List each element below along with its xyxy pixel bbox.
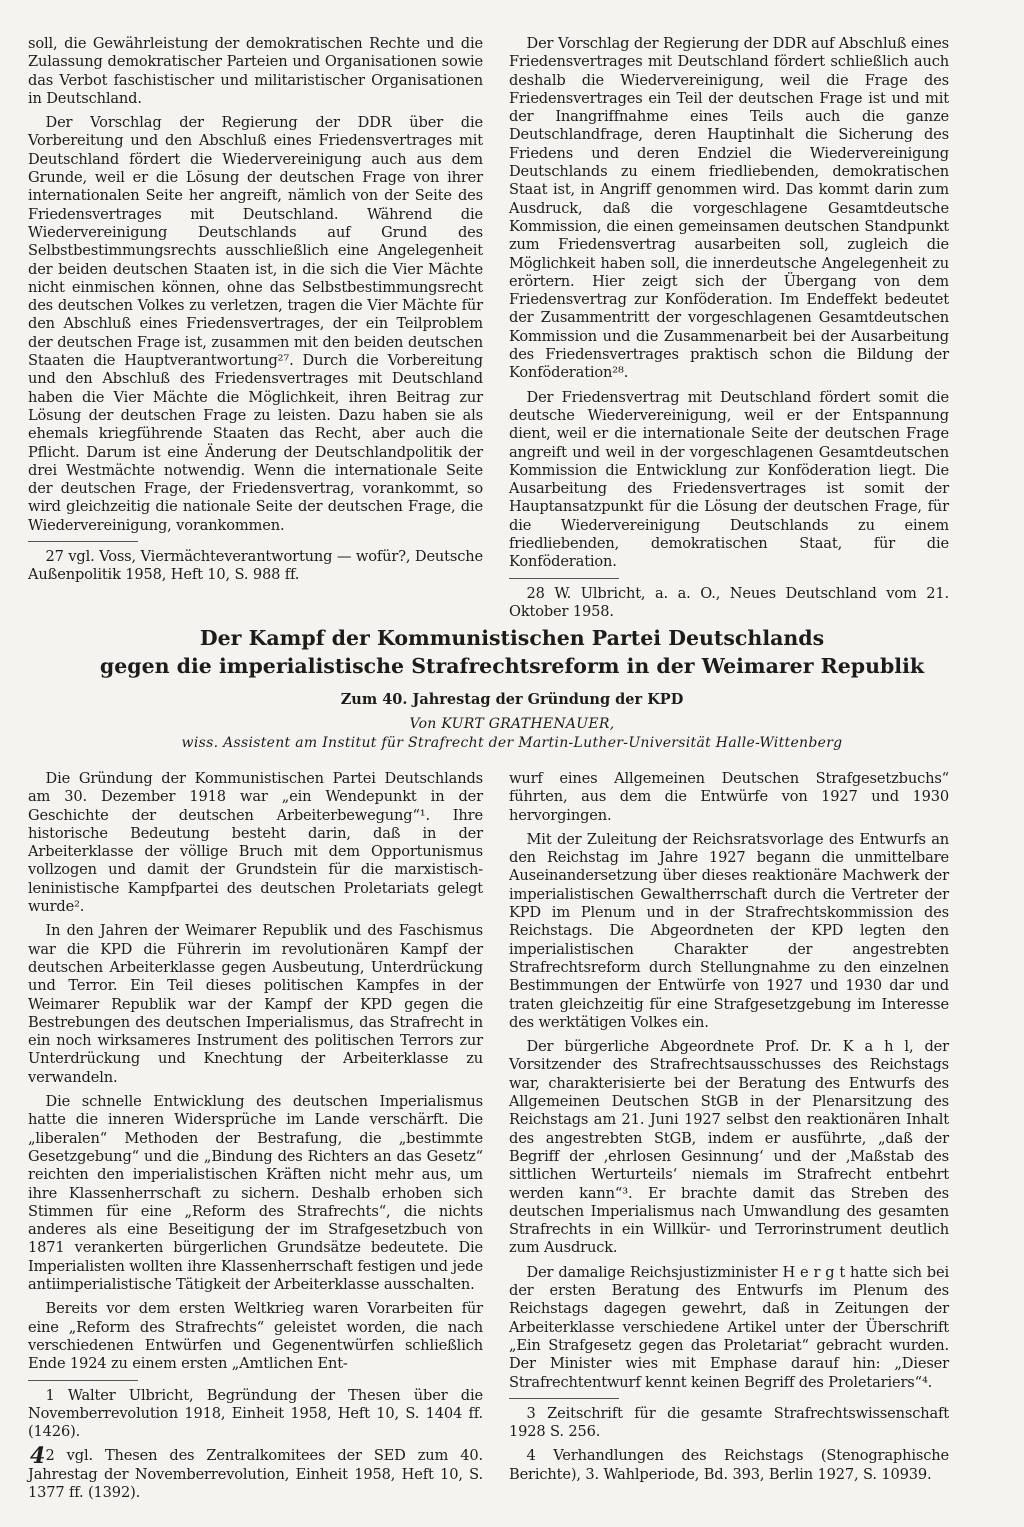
footnote: 27 vgl. Voss, Viermächteverantwortung — wofür?, Deutsche Außenpolitik 1958, Heft 10, S. 988 ff. — [28, 548, 483, 584]
top-left-column — [28, 35, 483, 591]
article-title-line-1: Der Kampf der Kommunistischen Partei Deutschlands — [199, 626, 825, 650]
paragraph: Der Friedensvertrag mit Deutschland fördert somit die deutsche Wiedervereinigung, weil er der Entspannung dient, weil er die internationale Seite der deutschen Frage angreift und weil in der vorgeschlagenen Gesamtdeutschen Kommission die Entwicklung zur Konföderation liegt. Die Ausarbeitung des Friedensvertrages ist somit der Hauptansatzpunkt für die Lösung der deutschen Frage, für die Wiedervereinigung Deutschlands zu einem friedliebenden, demokratischen Staat, für die Konföderation. — [509, 388, 949, 571]
paragraph: wurf eines Allgemeinen Deutschen Strafgesetzbuchs“ führten, aus dem die Entwürfe von 1927 und 1930 hervorgingen. — [509, 770, 949, 824]
paragraph: Mit der Zuleitung der Reichsratsvorlage des Entwurfs an den Reichstag im Jahre 1927 begann die unmittelbare Auseinandersetzung über dieses reaktionäre Machwerk der imperialistischen Gewaltherrschaft durch die Vertreter der KPD im Plenum und in der Strafrechtskommission des Reichstags. Die Abgeordneten der KPD legten den imperialistischen Charakter der angestrebten Strafrechtsreform durch Stellungnahme zu den einzelnen Bestimmungen der Entwürfe von 1927 und 1930 dar und traten gleichzeitig für eine Strafgesetzgebung im Interesse des werktätigen Volkes ein. — [509, 830, 949, 1031]
bottom-left-column — [28, 770, 483, 1508]
footnote: 2 vgl. Thesen des Zentralkomitees der SED zum 40. Jahrestag der Novemberrevolution, Einheit 1958, Heft 10, S. 1377 ff. (1392). — [28, 1447, 483, 1501]
paragraph: Bereits vor dem ersten Weltkrieg waren Vorarbeiten für eine „Reform des Strafrechts“ geleistet worden, die nach verschiedenen Entwürfen und Gegenentwürfen schließlich Ende 1924 zu einem ersten „Amtlichen Ent- — [28, 1300, 483, 1373]
paragraph: Die Gründung der Kommunistischen Partei Deutschlands am 30. Dezember 1918 war „ein Wendepunkt in der Geschichte der deutschen Arbeiterbewegung“¹. Ihre historische Bedeutung besteht darin, daß in der Arbeiterklasse der völlige Bruch mit dem Opportunismus vollzogen und damit der Grundstein für die marxistisch-leninistische Kampfpartei des deutschen Proletariats gelegt wurde². — [28, 770, 483, 916]
footnote-rule — [509, 1398, 619, 1399]
article-author: Von KURT GRATHENAUER, — [409, 716, 615, 732]
footnote-rule — [28, 541, 138, 542]
paragraph: Der Vorschlag der Regierung der DDR auf Abschluß eines Friedensvertrages mit Deutschland fördert schließlich auch deshalb die Wiedervereinigung, weil die Frage des Friedensvertrages ein Teil der deutschen Frage ist und mit der Inangriffnahme eines Teils auch die ganze Deutschlandfrage, deren Hauptinhalt die Sicherung des Friedens und deren Endziel die Wiedervereinigung Deutschlands zu einem friedliebenden, demokratischen Staat ist, in Angriff genommen wird. Das kommt darin zum Ausdruck, daß die vorgeschlagene Gesamtdeutsche Kommission, die einen gemeinsamen deutschen Standpunkt zum Friedensvertrag ausarbeiten soll, zugleich die Möglichkeit haben soll, die innerdeutsche Angelegenheit zu erörtern. Hier zeigt sich der Übergang von dem Friedensvertrag zur Konföderation. Im Endeffekt bedeutet der Zusammentritt der vorgeschlagenen Gesamtdeutschen Kommission und die Zusammenarbeit bei der Ausarbeitung des Friedensvertrages praktisch schon die Bildung der Konföderation²⁸. — [509, 35, 949, 382]
page-number: 4 — [30, 1443, 46, 1469]
footnote: 28 W. Ulbricht, a. a. O., Neues Deutschland vom 21. Oktober 1958. — [509, 584, 949, 620]
article-title-line-2: gegen die imperialistische Strafrechtsreform in der Weimarer Republik — [99, 654, 925, 678]
paragraph: soll, die Gewährleistung der demokratischen Rechte und die Zulassung demokratischer Parteien und Organisationen sowie das Verbot faschistischer und militaristischer Organisationen in Deutschland. — [28, 35, 483, 107]
footnote: 1 Walter Ulbricht, Begründung der Thesen über die Novemberrevolution 1918, Einheit 1958, Heft 10, S. 1404 ff. (1426). — [28, 1386, 483, 1441]
bottom-right-column — [509, 770, 949, 1490]
article-affiliation: wiss. Assistent am Institut für Strafrecht der Martin-Luther-Universität Halle-Wittenberg — [181, 735, 843, 751]
footnote: 3 Zeitschrift für die gesamte Strafrechtswissenschaft 1928 S. 256. — [509, 1404, 949, 1441]
article-subtitle: Zum 40. Jahrestag der Gründung der KPD — [340, 691, 684, 708]
footnote-rule — [28, 1380, 138, 1381]
paragraph: In den Jahren der Weimarer Republik und des Faschismus war die KPD die Führerin im revolutionären Kampf der deutschen Arbeiterklasse gegen Ausbeutung, Unterdrückung und Terror. Ein Teil dieses politischen Kampfes in der Weimarer Republik war der Kampf der KPD gegen die Bestrebungen des deutschen Imperialismus, das Strafrecht in ein noch wirksameres Instrument des politischen Terrors zur Unterdrückung und Knechtung der Arbeiterklasse zu verwandeln. — [28, 922, 483, 1086]
paragraph: Die schnelle Entwicklung des deutschen Imperialismus hatte die inneren Widersprüche im Lande verschärft. Die „liberalen“ Methoden der Bestrafung, die „bestimmte Gesetzgebung“ und die „Bindung des Richters an das Gesetz“ reichten den imperialistischen Kräften nicht mehr aus, um ihre Klassenherrschaft zu sichern. Deshalb erhoben sich Stimmen für eine „Reform des Strafrechts“, die nichts anderes als eine Beseitigung der im Strafgesetzbuch von 1871 verankerten bürgerlichen Grundsätze bedeutete. Die Imperialisten wollten ihre Klassenherrschaft festigen und jede antiimperialistische Tätigkeit der Arbeiterklasse ausschalten. — [28, 1093, 483, 1294]
footnote-rule — [509, 578, 619, 579]
paragraph: Der damalige Reichsjustizminister H e r g t hatte sich bei der ersten Beratung des Entwurfs im Plenum des Reichstags dagegen gewehrt, daß in Zeitungen der Arbeiterklasse verschiedene Artikel unter der Überschrift „Ein Strafgesetz gegen das Proletariat“ gebracht wurden. Der Minister wies mit Emphase darauf hin: „Dieser Strafrechtentwurf kennt keinen Begriff des Proletariers“⁴. — [509, 1263, 949, 1391]
paragraph: Der bürgerliche Abgeordnete Prof. Dr. K a h l, der Vorsitzender des Strafrechtsausschusses des Reichstags war, charakterisierte bei der Beratung des Entwurfs des Allgemeinen Deutschen StGB in der Plenarsitzung des Reichstags am 21. Juni 1927 selbst den reaktionären Inhalt des angestrebten StGB, indem er ausführte, „daß der Begriff der ‚ehrlosen Gesinnung‘ und der ‚Maßstab des sittlichen Werturteils‘ niemals im Strafrecht entbehrt werden kann“³. Er brachte damit das Streben des deutschen Imperialismus nach Umwandlung des gesamten Strafrechts in ein Willkür- und Terrorinstrument deutlich zum Ausdruck. — [509, 1038, 949, 1257]
paragraph: Der Vorschlag der Regierung der DDR über die Vorbereitung und den Abschluß eines Friedensvertrages mit Deutschland fördert die Wiedervereinigung auch aus dem Grunde, weil er die Lösung der deutschen Frage von ihrer internationalen Seite her angreift, nämlich von der Seite des Friedensvertrages mit Deutschland. Während die Wiedervereinigung Deutschlands auf Grund des Selbstbestimmungsrechts ausschließlich eine Angelegenheit der beiden deutschen Staaten ist, in die sich die Vier Mächte nicht einmischen können, ohne das Selbstbestimmungsrecht des deutschen Volkes zu verletzen, tragen die Vier Mächte für den Abschluß eines Friedensvertrages, der ein Teilproblem der deutschen Frage ist, zusammen mit den beiden deutschen Staaten die Hauptverantwortung²⁷. Durch die Vorbereitung und den Abschluß des Friedensvertrages mit Deutschland haben die Vier Mächte die Möglichkeit, ihren Beitrag zur Lösung der deutschen Frage zu leisten. Dazu haben sie als ehemals kriegführende Staaten das Recht, aber auch die Pflicht. Darum ist eine Änderung der Deutschlandpolitik der drei Westmächte notwendig. Wenn die internationale Seite der deutschen Frage, der Friedensvertrag, vorankommt, so wird gleichzeitig die nationale Seite der deutschen Frage, die Wiedervereinigung, vorankommen. — [28, 114, 483, 534]
footnote: 4 Verhandlungen des Reichstags (Stenographische Berichte), 3. Wahlperiode, Bd. 393, Berlin 1927, S. 10939. — [509, 1447, 949, 1483]
top-right-column — [509, 35, 949, 627]
